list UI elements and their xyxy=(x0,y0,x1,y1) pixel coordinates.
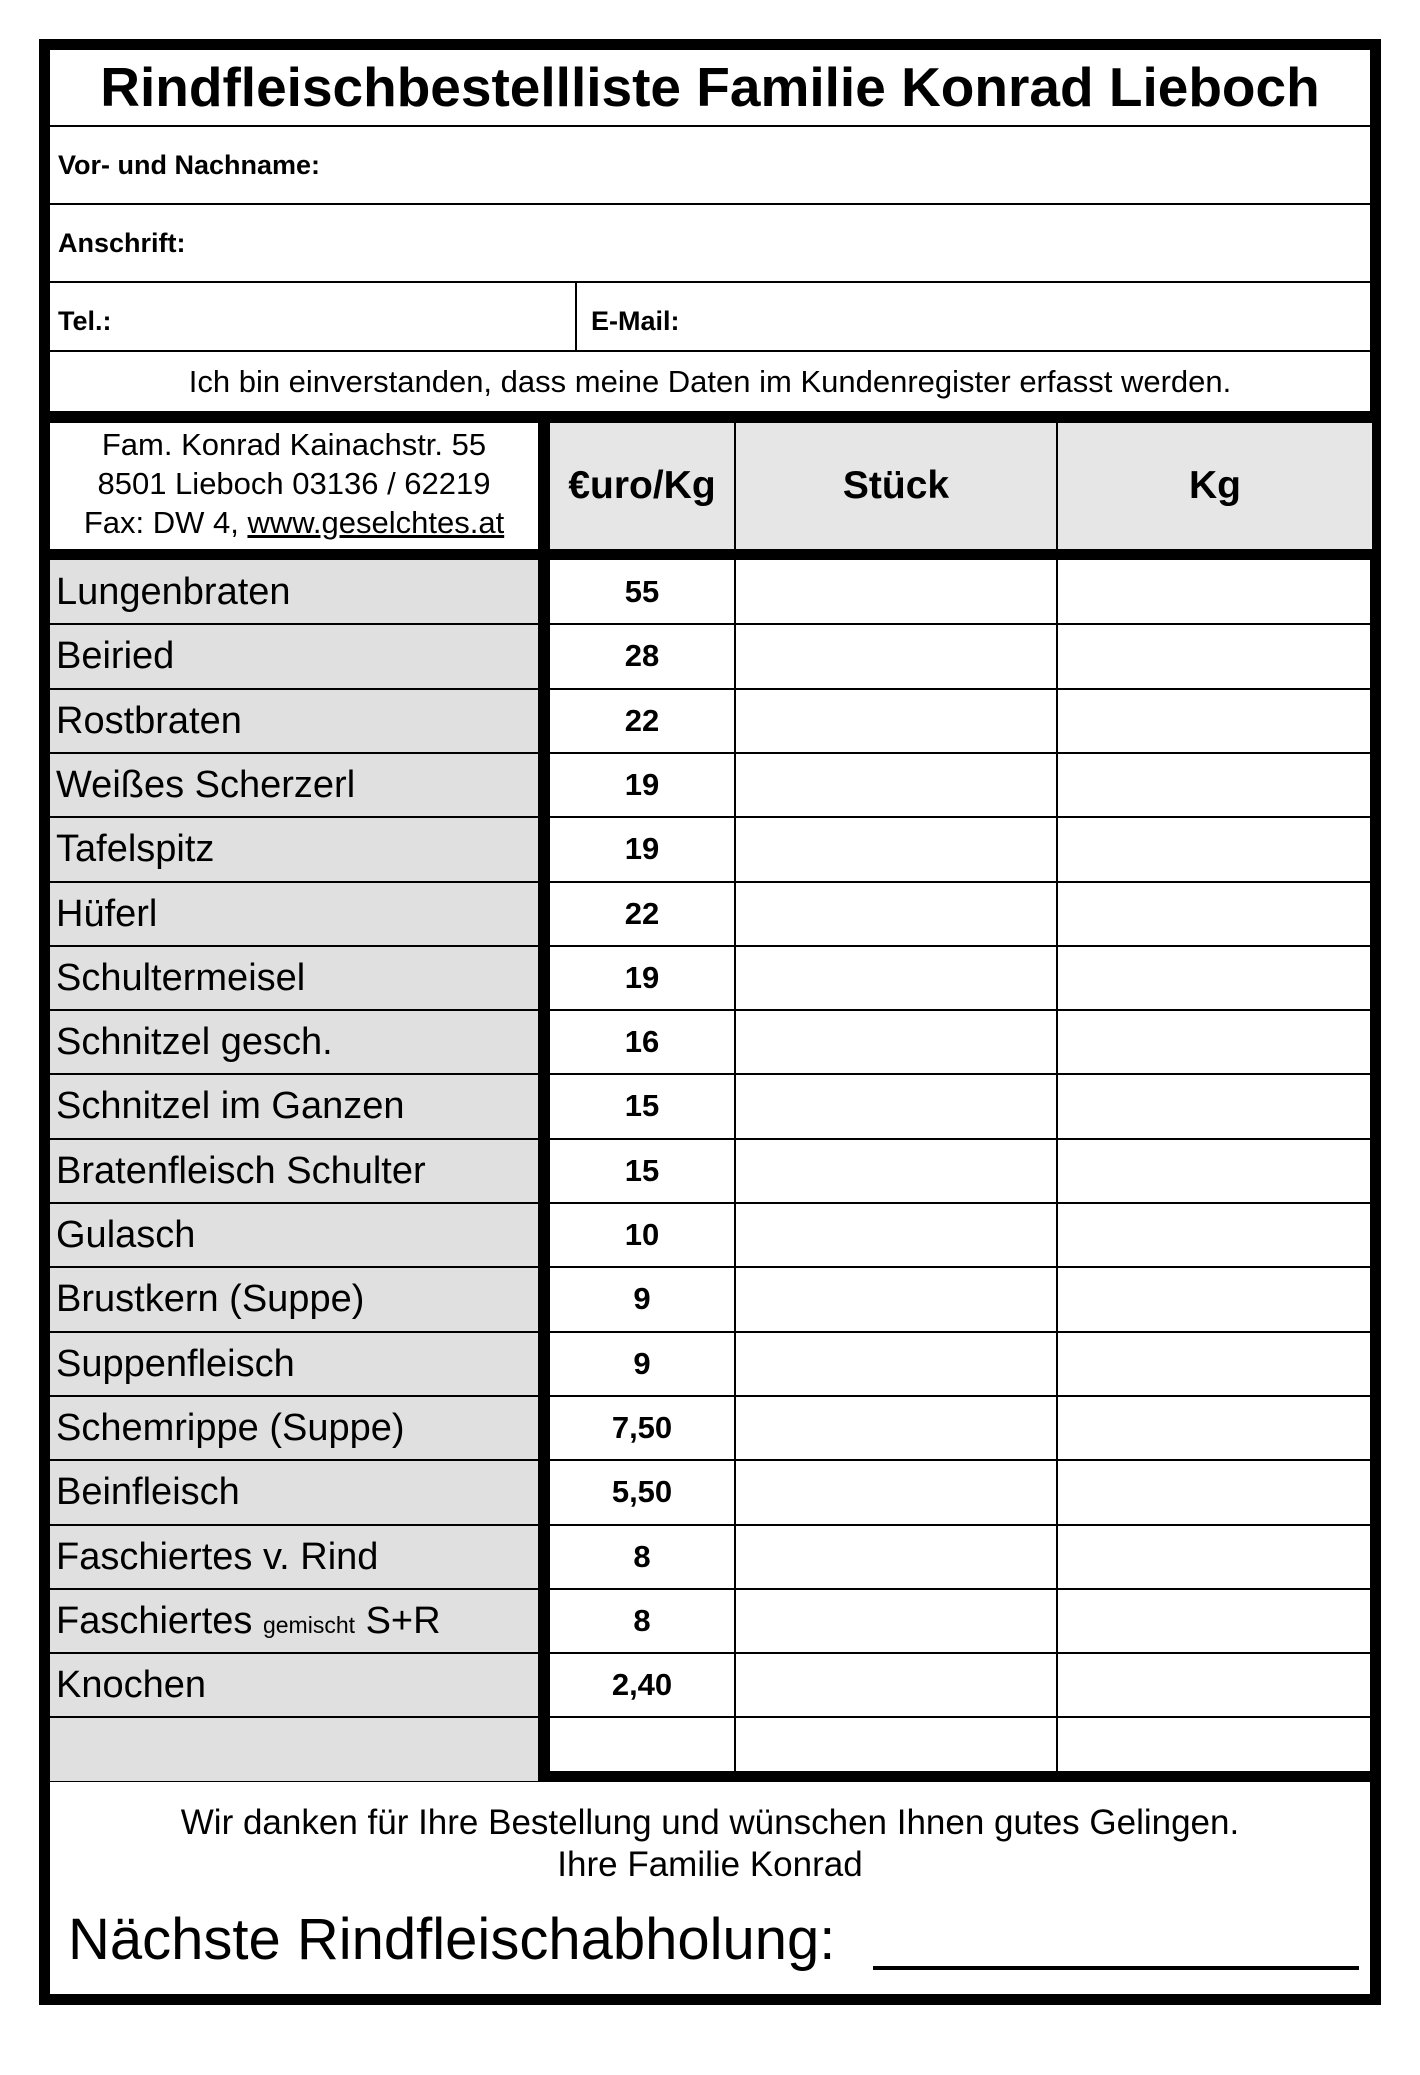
pieces-input-cell[interactable] xyxy=(736,1717,1056,1779)
kg-input-cell[interactable] xyxy=(1058,882,1372,944)
price-per-kg: 16 xyxy=(624,1024,660,1060)
product-name xyxy=(50,1396,538,1460)
product-name-text: Gulasch xyxy=(56,1214,196,1256)
pieces-input-cell[interactable] xyxy=(736,560,1056,622)
pieces-input-cell[interactable] xyxy=(736,753,1056,815)
product-name-text: Beiried xyxy=(56,635,175,678)
kg-input-cell[interactable] xyxy=(1058,817,1372,879)
contact-line-fax xyxy=(50,503,538,542)
row-divider xyxy=(50,1652,1370,1654)
product-name-text: Schnitzel im Ganzen xyxy=(56,1085,405,1128)
kg-column-header: Kg xyxy=(1058,423,1372,549)
product-name xyxy=(50,817,538,881)
divider xyxy=(50,411,1370,423)
price-column-header: €uro/Kg xyxy=(550,423,734,549)
consent-text: Ich bin einverstanden, dass meine Daten im Kundenregister erfasst werden. xyxy=(188,364,1232,399)
product-name xyxy=(50,1460,538,1524)
email-field-label: E-Mail: xyxy=(591,306,680,336)
product-name-text: Faschiertes v. Rind xyxy=(56,1535,379,1578)
row-divider xyxy=(50,1716,1370,1718)
contact-line-address: Fam. Konrad Kainachstr. 55 xyxy=(101,427,487,462)
pieces-input-cell[interactable] xyxy=(736,1460,1056,1522)
product-name xyxy=(50,1332,538,1396)
price-per-kg: 10 xyxy=(624,1217,660,1252)
product-name xyxy=(50,1653,538,1717)
price-per-kg: 5,50 xyxy=(611,1474,673,1510)
kg-input-cell[interactable] xyxy=(1058,1139,1372,1201)
row-divider xyxy=(50,945,1370,947)
product-name-text: Suppenfleisch xyxy=(56,1342,295,1385)
price-per-kg: 22 xyxy=(624,895,660,931)
email-field[interactable] xyxy=(710,288,1360,344)
pieces-input-cell[interactable] xyxy=(736,1589,1056,1651)
kg-input-cell[interactable] xyxy=(1058,1525,1372,1587)
pieces-input-cell[interactable] xyxy=(736,882,1056,944)
product-name xyxy=(50,689,538,753)
price-per-kg: 8 xyxy=(633,1602,651,1638)
next-pickup-date-field[interactable] xyxy=(873,1966,1359,1970)
product-name xyxy=(50,946,538,1010)
product-name-text: Schemrippe (Suppe) xyxy=(56,1406,405,1449)
thanks-signature: Ihre Familie Konrad xyxy=(557,1845,863,1884)
pieces-input-cell[interactable] xyxy=(736,1010,1056,1072)
kg-input-cell[interactable] xyxy=(1058,1074,1372,1136)
product-name-text: Beinfleisch xyxy=(56,1471,240,1514)
product-name xyxy=(50,1267,538,1331)
pieces-input-cell[interactable] xyxy=(736,624,1056,686)
row-divider xyxy=(50,1331,1370,1333)
divider xyxy=(50,549,1370,560)
product-name xyxy=(50,1203,538,1267)
product-name-text: Hüferl xyxy=(56,892,158,935)
product-name xyxy=(50,1139,538,1203)
price-per-kg: 19 xyxy=(624,959,660,995)
product-name-text: Bratenfleisch Schulter xyxy=(56,1149,426,1192)
kg-input-cell[interactable] xyxy=(1058,1267,1372,1329)
product-name xyxy=(50,1525,538,1589)
pieces-input-cell[interactable] xyxy=(736,1332,1056,1394)
divider xyxy=(575,281,577,352)
pieces-input-cell[interactable] xyxy=(736,1267,1056,1329)
product-name-text: Brustkern (Suppe) xyxy=(56,1278,365,1321)
price-per-kg: 15 xyxy=(624,1152,660,1188)
pieces-input-cell[interactable] xyxy=(736,946,1056,1008)
contact-line-phone: 8501 Lieboch 03136 / 62219 xyxy=(97,466,491,501)
product-name xyxy=(50,624,538,688)
thanks-line: Wir danken für Ihre Bestellung und wünschen Ihnen gutes Gelingen. xyxy=(180,1803,1240,1842)
price-per-kg: 55 xyxy=(624,574,660,609)
address-field-label: Anschrift: xyxy=(58,228,186,258)
product-name-text: Lungenbraten xyxy=(56,571,291,613)
product-name xyxy=(50,1074,538,1138)
product-name-text: Schnitzel gesch. xyxy=(56,1021,333,1064)
tel-field-label: Tel.: xyxy=(58,306,112,336)
row-divider xyxy=(50,1524,1370,1526)
divider xyxy=(1056,423,1058,1771)
kg-input-cell[interactable] xyxy=(1058,1203,1372,1265)
row-divider xyxy=(50,1073,1370,1075)
row-divider xyxy=(50,1202,1370,1204)
tel-field[interactable] xyxy=(160,288,560,344)
website-link[interactable]: www.geselchtes.at xyxy=(247,505,505,540)
divider xyxy=(538,411,550,1771)
divider xyxy=(734,423,736,1771)
row-divider xyxy=(50,1138,1370,1140)
row-divider xyxy=(50,623,1370,625)
price-per-kg: 9 xyxy=(633,1345,651,1381)
pieces-input-cell[interactable] xyxy=(736,1396,1056,1458)
row-divider xyxy=(50,1395,1370,1397)
price-per-kg xyxy=(550,1717,734,1781)
product-name xyxy=(50,1717,538,1781)
price-per-kg: 7,50 xyxy=(611,1409,673,1445)
row-divider xyxy=(50,1266,1370,1268)
product-name xyxy=(50,560,538,624)
address-field[interactable] xyxy=(210,210,1360,276)
row-divider xyxy=(50,752,1370,754)
price-per-kg: 15 xyxy=(624,1088,660,1124)
pieces-input-cell[interactable] xyxy=(736,689,1056,751)
price-per-kg: 8 xyxy=(633,1538,651,1574)
product-name-text: Knochen xyxy=(56,1664,207,1707)
kg-input-cell[interactable] xyxy=(1058,624,1372,686)
price-per-kg: 2,40 xyxy=(611,1667,673,1703)
pieces-input-cell[interactable] xyxy=(736,1203,1056,1265)
row-divider xyxy=(50,1459,1370,1461)
price-per-kg: 19 xyxy=(624,831,660,867)
kg-input-cell[interactable] xyxy=(1058,689,1372,751)
product-name xyxy=(50,1010,538,1074)
product-name-text: Tafelspitz xyxy=(56,828,215,871)
pieces-column-header: Stück xyxy=(736,423,1056,549)
product-name xyxy=(50,1589,538,1653)
name-field[interactable] xyxy=(340,132,1360,198)
price-per-kg: 22 xyxy=(624,702,660,738)
product-name xyxy=(50,882,538,946)
form-title: Rindfleischbestellliste Familie Konrad Lieboch xyxy=(100,56,1320,118)
pieces-input-cell[interactable] xyxy=(736,1074,1056,1136)
order-form xyxy=(39,39,1381,2005)
pieces-input-cell[interactable] xyxy=(736,1525,1056,1587)
kg-input-cell[interactable] xyxy=(1058,1396,1372,1458)
pieces-input-cell[interactable] xyxy=(736,1653,1056,1715)
price-per-kg: 28 xyxy=(624,638,660,674)
kg-input-cell[interactable] xyxy=(1058,1010,1372,1072)
divider xyxy=(50,281,1370,283)
row-divider xyxy=(50,1009,1370,1011)
product-name-suffix: S+R xyxy=(355,1599,441,1642)
product-name-detail: gemischt xyxy=(262,1611,356,1638)
product-name-text: Schultermeisel xyxy=(56,956,306,999)
name-field-label: Vor- und Nachname: xyxy=(58,150,321,180)
fax-text: Fax: DW 4, xyxy=(83,505,248,540)
row-divider xyxy=(50,688,1370,690)
kg-input-cell[interactable] xyxy=(1058,1332,1372,1394)
product-name-text: Weißes Scherzerl xyxy=(56,763,356,806)
contact-info xyxy=(50,423,538,549)
divider xyxy=(50,203,1370,205)
kg-input-cell[interactable] xyxy=(1058,753,1372,815)
product-name-text: Faschiertes xyxy=(56,1599,263,1642)
kg-input-cell[interactable] xyxy=(1058,1653,1372,1715)
kg-input-cell[interactable] xyxy=(1058,560,1372,622)
kg-input-cell[interactable] xyxy=(1058,1460,1372,1522)
pieces-input-cell[interactable] xyxy=(736,817,1056,879)
next-pickup-label: Nächste Rindfleischabholung: xyxy=(68,1907,836,1972)
price-per-kg: 19 xyxy=(624,766,660,802)
kg-input-cell[interactable] xyxy=(1058,946,1372,1008)
price-per-kg: 9 xyxy=(633,1281,651,1317)
row-divider xyxy=(50,1588,1370,1590)
kg-input-cell[interactable] xyxy=(1058,1717,1372,1779)
pieces-input-cell[interactable] xyxy=(736,1139,1056,1201)
product-name xyxy=(50,753,538,817)
row-divider xyxy=(50,881,1370,883)
kg-input-cell[interactable] xyxy=(1058,1589,1372,1651)
row-divider xyxy=(50,816,1370,818)
thank-you-message xyxy=(50,1802,1370,1886)
product-name-text: Rostbraten xyxy=(56,699,242,742)
